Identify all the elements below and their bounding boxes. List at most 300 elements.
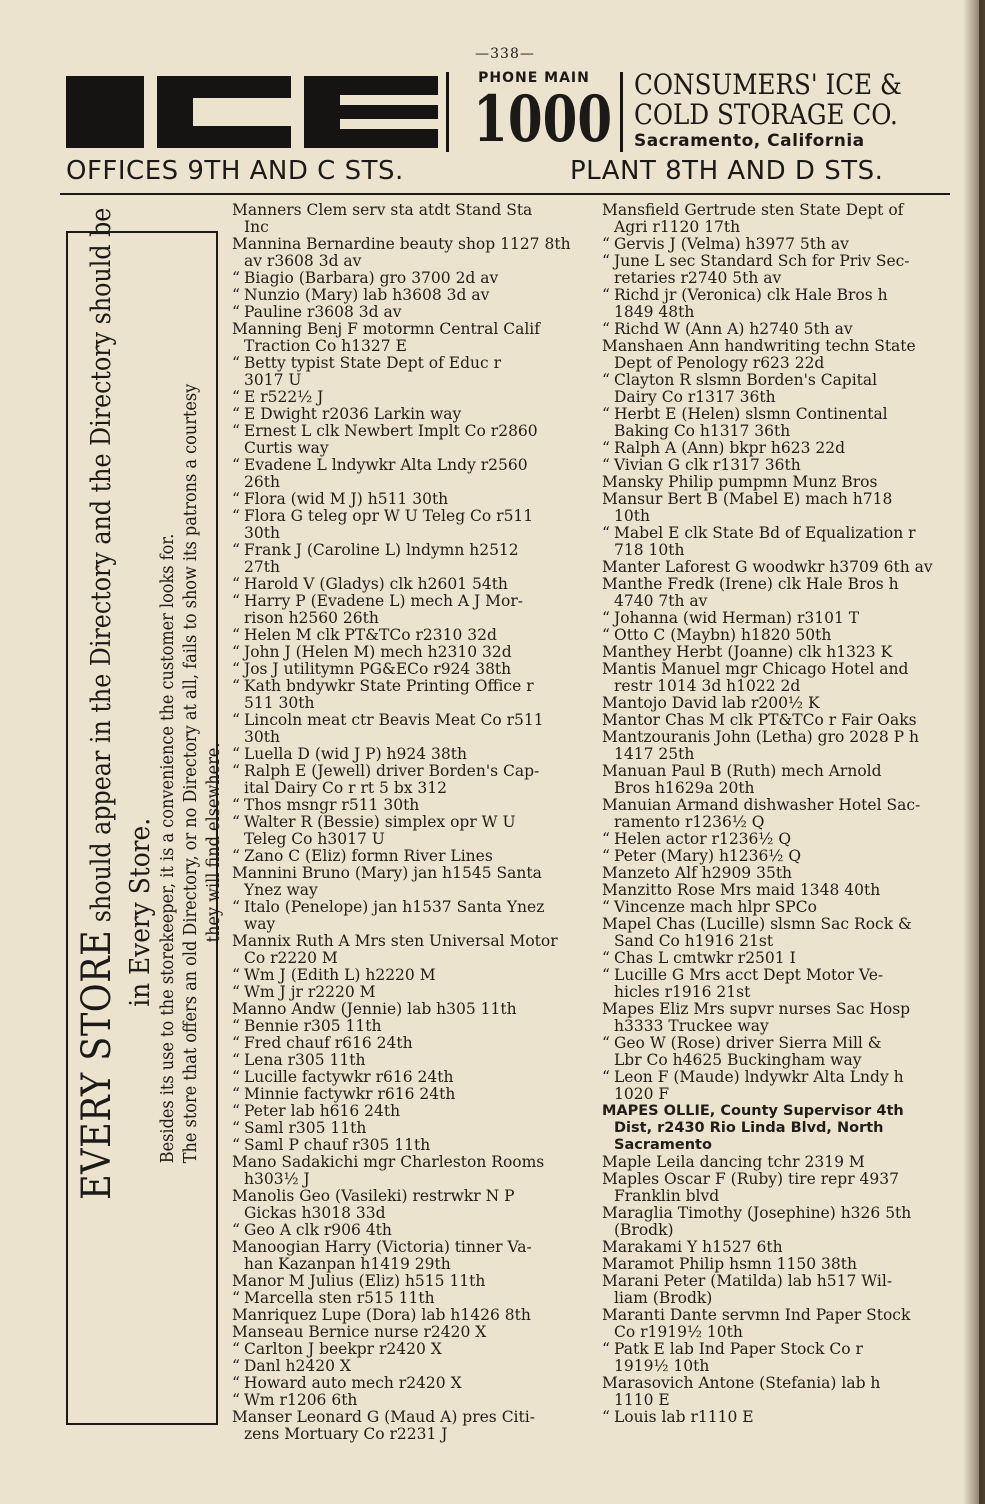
- directory-entry: [232, 389, 588, 406]
- entry-text: Wm J (Edith L) h2220 M: [244, 966, 436, 984]
- entry-text: Marani Peter (Matilda) lab h517 Wil-: [602, 1272, 893, 1290]
- entry-text: Manners Clem serv sta atdt Stand Sta: [232, 201, 533, 219]
- directory-entry: [602, 440, 952, 457]
- directory-entry: [602, 865, 952, 882]
- directory-entry: [232, 661, 588, 678]
- company-name-line2: COLD STORAGE CO.: [634, 98, 898, 131]
- directory-entry: [232, 1324, 588, 1341]
- ditto-mark: “: [602, 966, 610, 984]
- ditto-mark: “: [232, 456, 240, 474]
- directory-entry: [602, 610, 952, 627]
- directory-entry: [602, 712, 952, 729]
- directory-entry: [232, 593, 588, 610]
- entry-text: Maraglia Timothy (Josephine) h326 5th: [602, 1204, 912, 1222]
- directory-entry: [602, 1001, 952, 1018]
- entry-text: Peter lab h616 24th: [244, 1102, 401, 1120]
- entry-text: Manthe Fredk (Irene) clk Hale Bros h: [602, 575, 899, 593]
- ad-headline-strong: EVERY STORE: [74, 929, 120, 1200]
- entry-text: ital Dairy Co r rt 5 bx 312: [244, 779, 448, 797]
- entry-text: Franklin blvd: [614, 1187, 720, 1205]
- directory-entry: [602, 780, 952, 797]
- entry-text: 26th: [244, 473, 280, 491]
- entry-text: Manuian Armand dishwasher Hotel Sac-: [602, 796, 921, 814]
- directory-entry: [232, 1341, 588, 1358]
- directory-entry: [602, 474, 952, 491]
- entry-text: Zano C (Eliz) formn River Lines: [244, 847, 493, 865]
- entry-text: Italo (Penelope) jan h1537 Santa Ynez: [244, 898, 545, 916]
- ditto-mark: “: [602, 898, 610, 916]
- directory-entry: [602, 423, 952, 440]
- ditto-mark: “: [232, 575, 240, 593]
- directory-entry: [602, 202, 952, 219]
- ad-headline: [74, 162, 125, 1200]
- directory-entry: [232, 1018, 588, 1035]
- directory-entry: [602, 797, 952, 814]
- directory-entry: [602, 1341, 952, 1358]
- entry-text: (Brodk): [614, 1221, 674, 1239]
- ditto-mark: “: [232, 711, 240, 729]
- directory-entry: [602, 1035, 952, 1052]
- directory-entry: [232, 338, 588, 355]
- directory-entry: [602, 899, 952, 916]
- ditto-mark: “: [232, 1017, 240, 1035]
- directory-entry: [232, 1358, 588, 1375]
- entry-text: Manseau Bernice nurse r2420 X: [232, 1323, 487, 1341]
- every-store-ad: [74, 20, 224, 1200]
- entry-text: 1417 25th: [614, 745, 695, 763]
- directory-entry: [602, 848, 952, 865]
- entry-text: Luella D (wid J P) h924 38th: [244, 745, 467, 763]
- entry-text: Vincenze mach hlpr SPCo: [614, 898, 817, 916]
- directory-entry: [602, 508, 952, 525]
- entry-text: Manthey Herbt (Joanne) clk h1323 K: [602, 643, 893, 661]
- ditto-mark: “: [232, 745, 240, 763]
- directory-entry: [602, 1137, 952, 1154]
- ditto-mark: “: [602, 1068, 610, 1086]
- ditto-mark: “: [232, 303, 240, 321]
- directory-entry: [232, 1103, 588, 1120]
- directory-entry: [232, 202, 588, 219]
- directory-entry: [232, 406, 588, 423]
- directory-entry: [602, 644, 952, 661]
- entry-text: rison h2560 26th: [244, 609, 379, 627]
- ditto-mark: “: [602, 609, 610, 627]
- entry-text: Kath bndywkr State Printing Office r: [244, 677, 534, 695]
- ditto-mark: “: [232, 490, 240, 508]
- entry-text: Lbr Co h4625 Buckingham way: [614, 1051, 862, 1069]
- ditto-mark: “: [232, 1221, 240, 1239]
- entry-text: Geo A clk r906 4th: [244, 1221, 392, 1239]
- ditto-mark: “: [602, 949, 610, 967]
- entry-text: retaries r2740 5th av: [614, 269, 782, 287]
- entry-text: Mapel Chas (Lucille) slsmn Sac Rock &: [602, 915, 912, 933]
- ditto-mark: “: [232, 1034, 240, 1052]
- entry-text: ramento r1236½ Q: [614, 813, 765, 831]
- ad-body-line1: Besides its use to the storekeeper, it is a convenience the customer looks for.: [158, 533, 178, 1164]
- directory-entry: [232, 865, 588, 882]
- directory-entry: [232, 474, 588, 491]
- directory-entry: [232, 1239, 588, 1256]
- directory-entry: [232, 678, 588, 695]
- entry-text: Maple Leila dancing tchr 2319 M: [602, 1153, 865, 1171]
- entry-text: restr 1014 3d h1022 2d: [614, 677, 801, 695]
- directory-entry: [602, 406, 952, 423]
- ditto-mark: “: [232, 677, 240, 695]
- ditto-mark: “: [232, 762, 240, 780]
- ditto-mark: “: [232, 1085, 240, 1103]
- entry-text: Danl h2420 X: [244, 1357, 351, 1375]
- entry-text: av r3608 3d av: [244, 252, 362, 270]
- directory-entry: [602, 1307, 952, 1324]
- ditto-mark: “: [232, 269, 240, 287]
- directory-entry: [232, 1273, 588, 1290]
- directory-entry: [232, 1409, 588, 1426]
- plant-address: PLANT 8TH AND D STS.: [570, 156, 884, 186]
- directory-entry: [232, 576, 588, 593]
- directory-entry: [232, 321, 588, 338]
- directory-entry: [232, 219, 588, 236]
- directory-entry: [602, 1154, 952, 1171]
- ditto-mark: “: [602, 1034, 610, 1052]
- entry-text: Leon F (Maude) lndywkr Alta Lndy h: [614, 1068, 904, 1086]
- directory-column-right: [602, 202, 952, 1426]
- entry-text: MAPES OLLIE, County Supervisor 4th: [602, 1103, 904, 1119]
- entry-text: John J (Helen M) mech h2310 32d: [244, 643, 512, 661]
- ad-body-line2: The store that offers an old Directory, or no Directory at all, fails to show its patrons a courtesy: [181, 383, 201, 1164]
- entry-text: 4740 7th av: [614, 592, 708, 610]
- entry-text: 30th: [244, 728, 280, 746]
- directory-entry: [602, 576, 952, 593]
- entry-text: Lena r305 11th: [244, 1051, 366, 1069]
- directory-entry: [232, 610, 588, 627]
- directory-entry: [232, 457, 588, 474]
- directory-entry: [602, 1171, 952, 1188]
- entry-text: 10th: [614, 507, 650, 525]
- ditto-mark: “: [602, 830, 610, 848]
- directory-entry: [232, 372, 588, 389]
- directory-entry: [232, 831, 588, 848]
- directory-entry: [602, 304, 952, 321]
- directory-entry: [232, 1188, 588, 1205]
- ditto-mark: “: [232, 592, 240, 610]
- directory-entry: [232, 1392, 588, 1409]
- directory-entry: [232, 933, 588, 950]
- ditto-mark: “: [602, 252, 610, 270]
- directory-entry: [232, 967, 588, 984]
- directory-entry: [232, 1120, 588, 1137]
- directory-entry: [602, 372, 952, 389]
- ditto-mark: “: [232, 660, 240, 678]
- directory-entry: [232, 627, 588, 644]
- entry-text: zens Mortuary Co r2231 J: [244, 1425, 448, 1443]
- directory-entry: [602, 695, 952, 712]
- ditto-mark: “: [232, 1289, 240, 1307]
- entry-text: Wm r1206 6th: [244, 1391, 358, 1409]
- directory-entry: [602, 270, 952, 287]
- directory-entry: [602, 1290, 952, 1307]
- directory-entry: [602, 338, 952, 355]
- entry-text: Vivian G clk r1317 36th: [614, 456, 801, 474]
- entry-text: Manter Laforest G woodwkr h3709 6th av: [602, 558, 933, 576]
- entry-text: Frank J (Caroline L) lndymn h2512: [244, 541, 519, 559]
- ditto-mark: “: [602, 524, 610, 542]
- directory-entry: [232, 1205, 588, 1222]
- directory-entry: [232, 712, 588, 729]
- ditto-mark: “: [232, 796, 240, 814]
- entry-text: Flora G teleg opr W U Teleg Co r511: [244, 507, 534, 525]
- directory-entry: [602, 1086, 952, 1103]
- ditto-mark: “: [232, 507, 240, 525]
- directory-entry: [232, 542, 588, 559]
- directory-entry: [602, 729, 952, 746]
- entry-text: Manser Leonard G (Maud A) pres Citi-: [232, 1408, 535, 1426]
- ditto-mark: “: [232, 1357, 240, 1375]
- entry-text: Nunzio (Mary) lab h3608 3d av: [244, 286, 490, 304]
- directory-entry: [232, 780, 588, 797]
- directory-entry: [232, 491, 588, 508]
- entry-text: h303½ J: [244, 1170, 310, 1188]
- entry-text: Sacramento: [614, 1137, 712, 1153]
- ditto-mark: “: [232, 1136, 240, 1154]
- phone-label: PHONE MAIN: [478, 70, 590, 86]
- directory-entry: [602, 1222, 952, 1239]
- entry-text: Lucille factywkr r616 24th: [244, 1068, 454, 1086]
- directory-entry: [232, 1069, 588, 1086]
- directory-entry: [602, 1273, 952, 1290]
- directory-entry: [602, 355, 952, 372]
- directory-entry: [602, 1392, 952, 1409]
- ditto-mark: “: [602, 286, 610, 304]
- directory-entry: [602, 814, 952, 831]
- entry-text: 1020 F: [614, 1085, 670, 1103]
- ditto-mark: “: [232, 1119, 240, 1137]
- banner-divider-left: [446, 72, 449, 152]
- directory-entry: [232, 984, 588, 1001]
- directory-entry: [232, 797, 588, 814]
- ditto-mark: “: [232, 983, 240, 1001]
- ad-headline-rest: should appear in the Directory and the Directory should be: [86, 207, 117, 930]
- entry-text: Louis lab r1110 E: [614, 1408, 754, 1426]
- entry-text: Sand Co h1916 21st: [614, 932, 774, 950]
- ditto-mark: “: [232, 1051, 240, 1069]
- entry-text: Lucille G Mrs acct Dept Motor Ve-: [614, 966, 884, 984]
- directory-entry: [602, 321, 952, 338]
- directory-entry: [232, 814, 588, 831]
- entry-text: way: [244, 915, 276, 933]
- company-name-line1: CONSUMERS' ICE &: [634, 68, 902, 101]
- directory-entry: [602, 916, 952, 933]
- entry-text: Richd jr (Veronica) clk Hale Bros h: [614, 286, 888, 304]
- entry-text: h3333 Truckee way: [614, 1017, 769, 1035]
- entry-text: Mabel E clk State Bd of Equalization r: [614, 524, 916, 542]
- entry-text: Wm J jr r2220 M: [244, 983, 376, 1001]
- directory-entry: [602, 253, 952, 270]
- ditto-mark: “: [232, 813, 240, 831]
- entry-text: Maranti Dante servmn Ind Paper Stock: [602, 1306, 911, 1324]
- directory-entry: [602, 525, 952, 542]
- directory-entry: [602, 746, 952, 763]
- directory-column-left: [232, 202, 588, 1443]
- directory-entry: [232, 287, 588, 304]
- entry-text: 3017 U: [244, 371, 302, 389]
- entry-text: Walter R (Bessie) simplex opr W U: [244, 813, 516, 831]
- entry-text: Bros h1629a 20th: [614, 779, 755, 797]
- offices-address: OFFICES 9TH AND C STS.: [66, 156, 404, 186]
- entry-text: Fred chauf r616 24th: [244, 1034, 413, 1052]
- entry-text: Richd W (Ann A) h2740 5th av: [614, 320, 853, 338]
- entry-text: Biagio (Barbara) gro 3700 2d av: [244, 269, 499, 287]
- entry-text: Marakami Y h1527 6th: [602, 1238, 783, 1256]
- entry-text: 718 10th: [614, 541, 685, 559]
- directory-entry: [232, 1290, 588, 1307]
- entry-text: Manoogian Harry (Victoria) tinner Va-: [232, 1238, 532, 1256]
- directory-entry: [602, 1188, 952, 1205]
- directory-entry: [232, 253, 588, 270]
- ditto-mark: “: [602, 439, 610, 457]
- directory-entry: [232, 729, 588, 746]
- ditto-mark: “: [232, 643, 240, 661]
- entry-text: Mantzouranis John (Letha) gro 2028 P h: [602, 728, 919, 746]
- ditto-mark: “: [232, 1374, 240, 1392]
- ditto-mark: “: [602, 405, 610, 423]
- entry-text: Curtis way: [244, 439, 329, 457]
- directory-entry: [232, 763, 588, 780]
- entry-text: Mansfield Gertrude sten State Dept of: [602, 201, 904, 219]
- entry-text: Saml r305 11th: [244, 1119, 367, 1137]
- entry-text: Maramot Philip hsmn 1150 38th: [602, 1255, 857, 1273]
- directory-entry: [232, 1256, 588, 1273]
- entry-text: Clayton R slsmn Borden's Capital: [614, 371, 878, 389]
- directory-entry: [602, 1120, 952, 1137]
- directory-entry: [232, 1086, 588, 1103]
- directory-entry: [232, 304, 588, 321]
- entry-text: Johanna (wid Herman) r3101 T: [614, 609, 860, 627]
- ditto-mark: “: [602, 320, 610, 338]
- directory-entry: [232, 899, 588, 916]
- directory-entry: [232, 644, 588, 661]
- entry-text: Dist, r2430 Rio Linda Blvd, North: [614, 1120, 884, 1136]
- entry-text: Betty typist State Dept of Educ r: [244, 354, 502, 372]
- ad-headline-line2: in Every Store.: [125, 817, 156, 1007]
- directory-entry: [602, 933, 952, 950]
- directory-entry: [602, 1052, 952, 1069]
- entry-text: Manzeto Alf h2909 35th: [602, 864, 793, 882]
- directory-entry: [232, 848, 588, 865]
- entry-text: Jos J utilitymn PG&ECo r924 38th: [244, 660, 512, 678]
- directory-entry: [602, 457, 952, 474]
- entry-text: Peter (Mary) h1236½ Q: [614, 847, 802, 865]
- ditto-mark: “: [232, 388, 240, 406]
- directory-entry: [602, 627, 952, 644]
- ditto-mark: “: [232, 405, 240, 423]
- page-edge: [979, 0, 985, 1504]
- ditto-mark: “: [602, 456, 610, 474]
- entry-text: Harold V (Gladys) clk h2601 54th: [244, 575, 508, 593]
- directory-entry: [232, 508, 588, 525]
- entry-text: Mansur Bert B (Mabel E) mach h718: [602, 490, 893, 508]
- directory-entry: [232, 746, 588, 763]
- ditto-mark: “: [232, 1068, 240, 1086]
- entry-text: Teleg Co h3017 U: [244, 830, 385, 848]
- entry-text: 27th: [244, 558, 280, 576]
- directory-entry: [602, 593, 952, 610]
- entry-text: Agri r1120 17th: [614, 218, 741, 236]
- ditto-mark: “: [602, 626, 610, 644]
- directory-entry: [602, 678, 952, 695]
- entry-text: Mantor Chas M clk PT&TCo r Fair Oaks: [602, 711, 917, 729]
- ditto-mark: “: [232, 354, 240, 372]
- page-number: —338—: [475, 46, 535, 62]
- directory-entry: [232, 440, 588, 457]
- ditto-mark: “: [602, 235, 610, 253]
- entry-text: Geo W (Rose) driver Sierra Mill &: [614, 1034, 882, 1052]
- entry-text: Manolis Geo (Vasileki) restrwkr N P: [232, 1187, 515, 1205]
- ditto-mark: “: [232, 847, 240, 865]
- entry-text: hicles r1916 21st: [614, 983, 751, 1001]
- directory-entry: [602, 287, 952, 304]
- entry-text: Traction Co h1327 E: [244, 337, 407, 355]
- directory-entry: [232, 1426, 588, 1443]
- entry-text: Helen M clk PT&TCo r2310 32d: [244, 626, 497, 644]
- ditto-mark: “: [232, 286, 240, 304]
- entry-text: Manzitto Rose Mrs maid 1348 40th: [602, 881, 881, 899]
- entry-text: Mannix Ruth A Mrs sten Universal Motor: [232, 932, 558, 950]
- directory-entry: [232, 1222, 588, 1239]
- entry-text: Herbt E (Helen) slsmn Continental: [614, 405, 888, 423]
- entry-text: Lincoln meat ctr Beavis Meat Co r511: [244, 711, 544, 729]
- ditto-mark: “: [232, 541, 240, 559]
- directory-entry: [232, 1307, 588, 1324]
- directory-entry: [232, 950, 588, 967]
- entry-text: Dairy Co r1317 36th: [614, 388, 776, 406]
- entry-text: Chas L cmtwkr r2501 I: [614, 949, 796, 967]
- entry-text: Mannini Bruno (Mary) jan h1545 Santa: [232, 864, 542, 882]
- entry-text: June L sec Standard Sch for Priv Sec-: [614, 252, 910, 270]
- directory-entry: [602, 661, 952, 678]
- ditto-mark: “: [602, 371, 610, 389]
- entry-text: Ernest L clk Newbert Implt Co r2860: [244, 422, 538, 440]
- entry-text: Mano Sadakichi mgr Charleston Rooms: [232, 1153, 545, 1171]
- directory-entry: [602, 1324, 952, 1341]
- directory-entry: [232, 1035, 588, 1052]
- directory-entry: [602, 1256, 952, 1273]
- entry-text: Manriquez Lupe (Dora) lab h1426 8th: [232, 1306, 531, 1324]
- directory-entry: [232, 270, 588, 287]
- entry-text: Maples Oscar F (Ruby) tire repr 4937: [602, 1170, 899, 1188]
- banner-divider-right: [620, 72, 623, 152]
- entry-text: Harry P (Evadene L) mech A J Mor-: [244, 592, 523, 610]
- entry-text: E Dwight r2036 Larkin way: [244, 405, 462, 423]
- entry-text: Manshaen Ann handwriting techn State: [602, 337, 916, 355]
- ditto-mark: “: [232, 898, 240, 916]
- phone-number: 1000: [473, 82, 613, 157]
- ditto-mark: “: [232, 1391, 240, 1409]
- directory-entry: [232, 236, 588, 253]
- entry-text: Baking Co h1317 36th: [614, 422, 791, 440]
- entry-text: Mannina Bernardine beauty shop 1127 8th: [232, 235, 571, 253]
- entry-text: 511 30th: [244, 694, 315, 712]
- directory-entry: [232, 1001, 588, 1018]
- entry-text: Manuan Paul B (Ruth) mech Arnold: [602, 762, 882, 780]
- entry-text: Marasovich Antone (Stefania) lab h: [602, 1374, 881, 1392]
- entry-text: Carlton J beekpr r2420 X: [244, 1340, 442, 1358]
- directory-entry: [602, 219, 952, 236]
- directory-entry: [602, 984, 952, 1001]
- entry-text: Gickas h3018 33d: [244, 1204, 386, 1222]
- entry-text: Co r2220 M: [244, 949, 338, 967]
- directory-entry: [602, 882, 952, 899]
- directory-entry: [602, 559, 952, 576]
